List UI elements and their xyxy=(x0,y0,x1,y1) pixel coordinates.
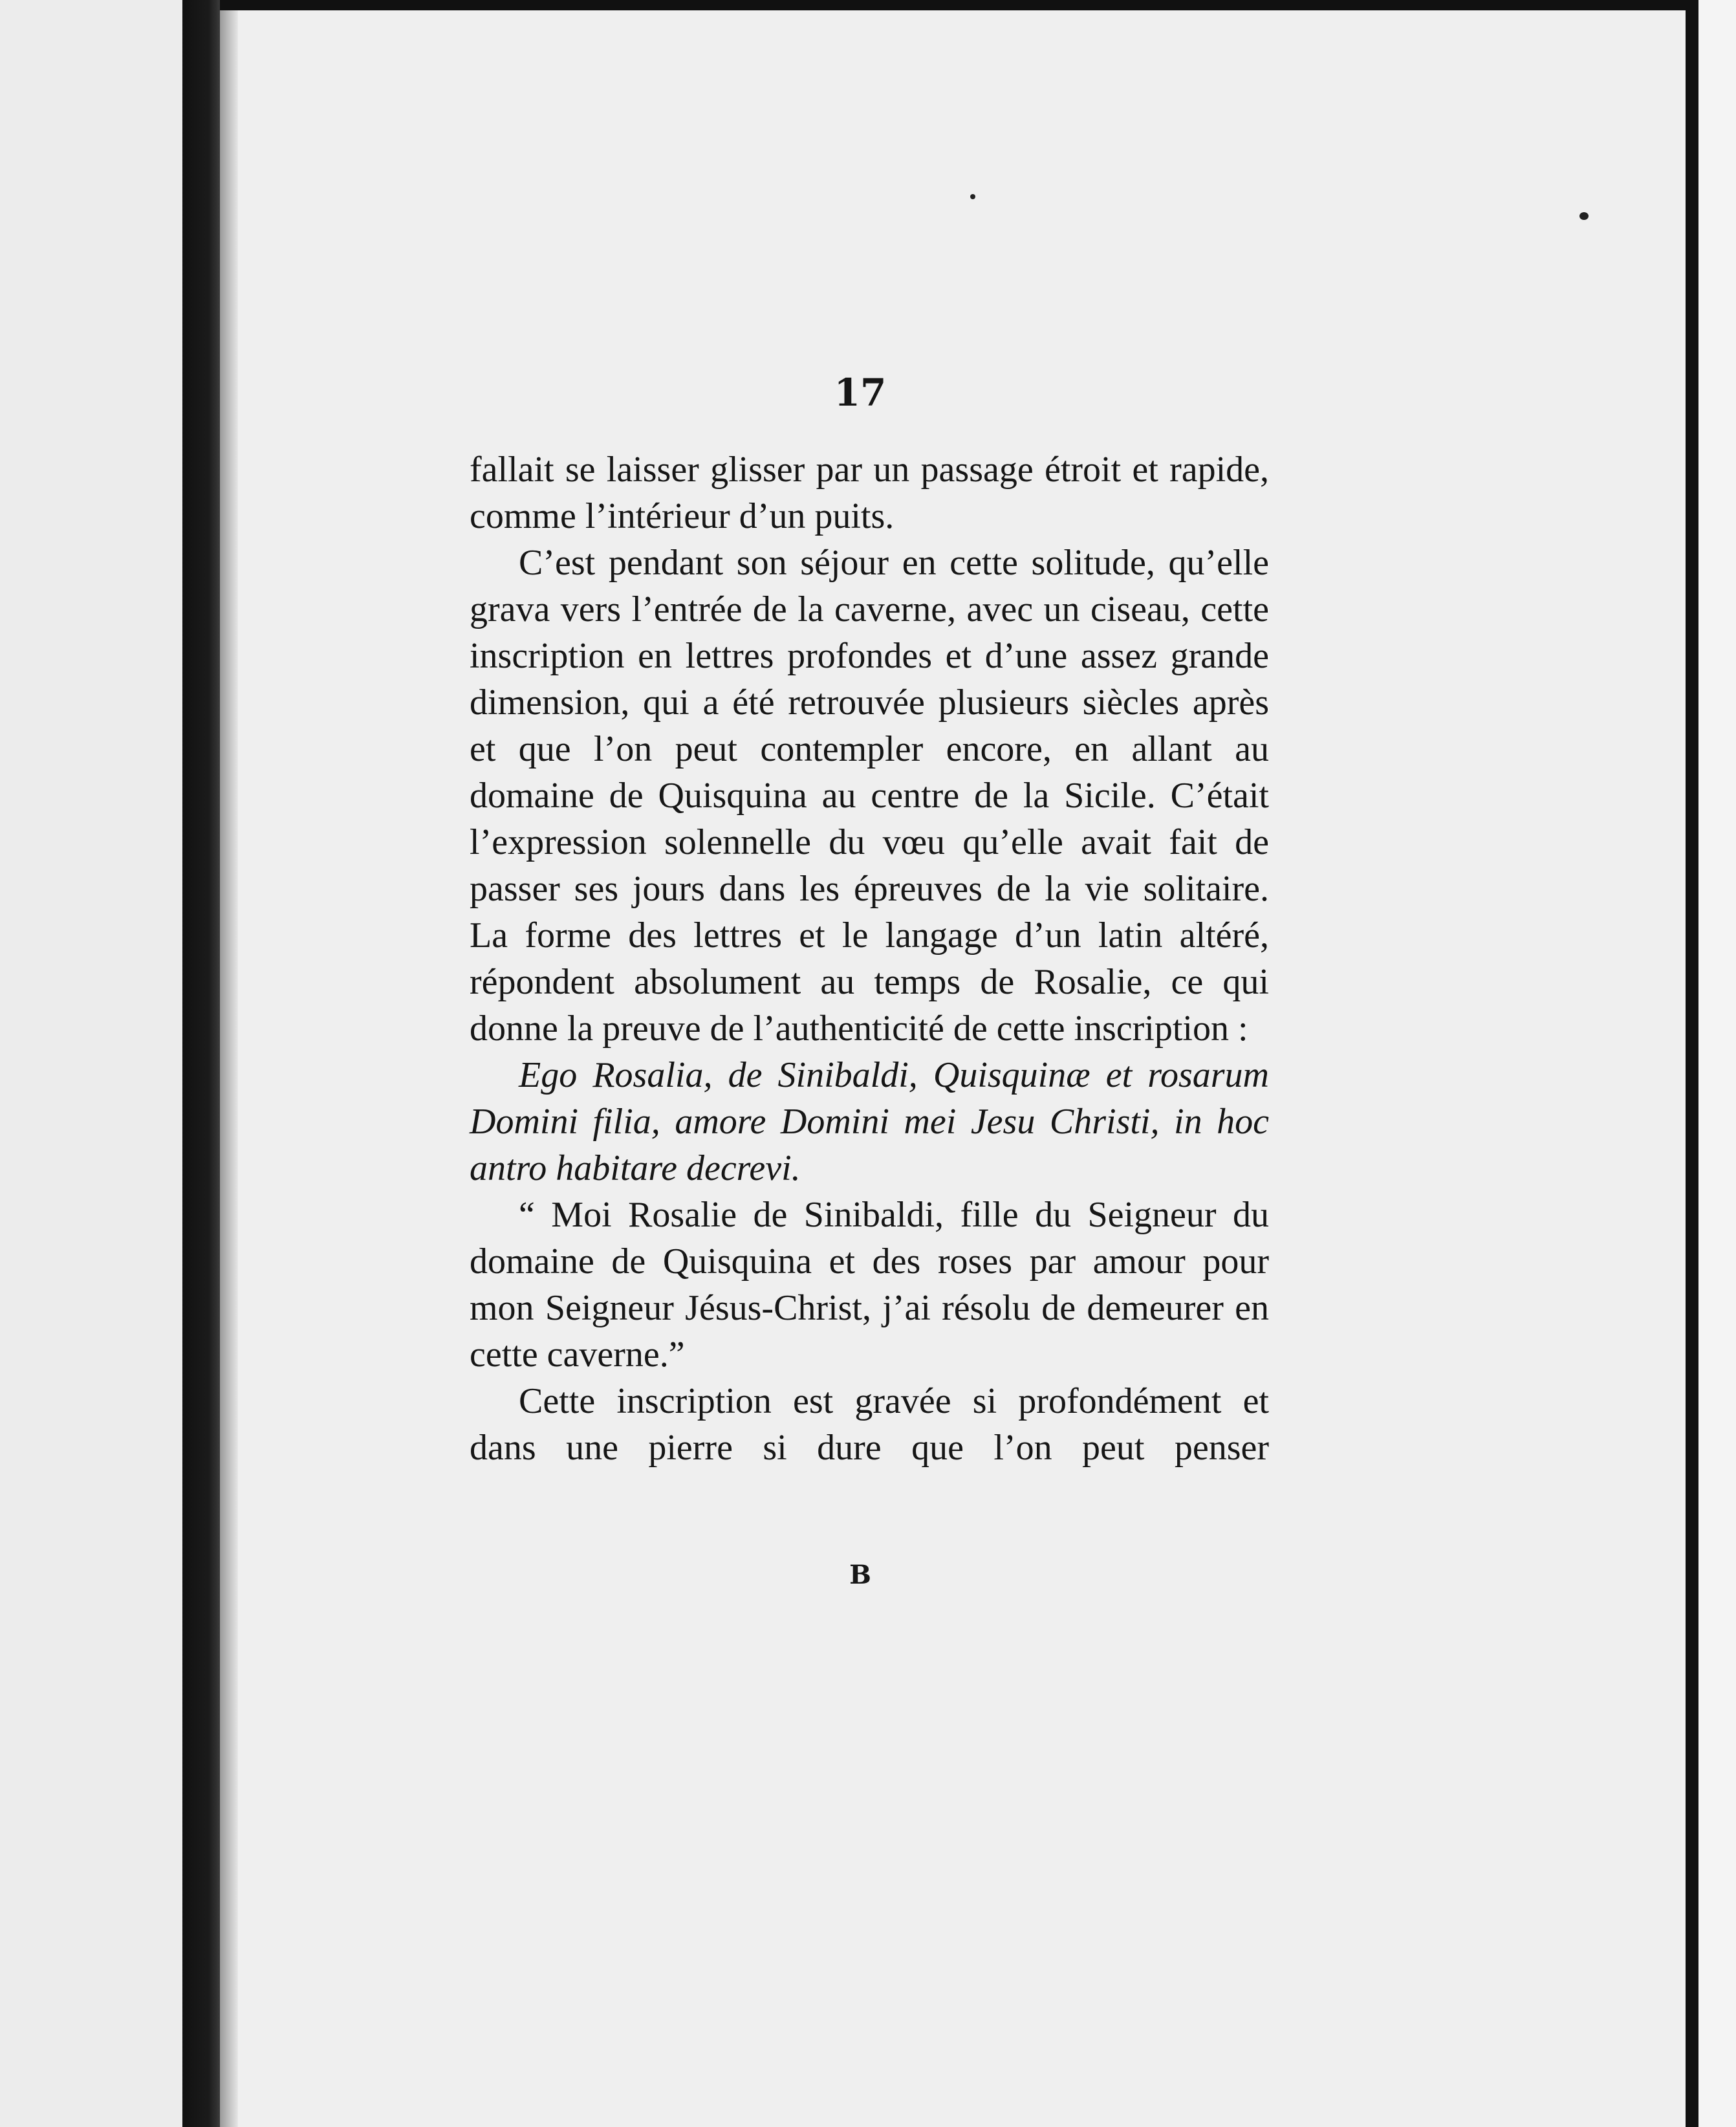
paragraph: Cette inscription est gravée si profondément et dans une pierre si dure que l’on peut penser xyxy=(470,1381,1269,1468)
scan-right-margin xyxy=(1698,0,1736,2127)
page-number: 17 xyxy=(834,371,887,415)
scan-left-margin xyxy=(0,0,182,2127)
signature-mark: B xyxy=(849,1560,871,1590)
book-spine-shadow xyxy=(182,0,220,2127)
latin-inscription: Ego Rosalia, de Sinibaldi, Quisquinæ et rosarum Domini filia, amore Domini mei Jesu Christi, in hoc antro habitare decrevi. xyxy=(470,1055,1269,1188)
scan-right-border xyxy=(1686,0,1698,2127)
scan-speck xyxy=(1579,212,1589,220)
scan-top-border xyxy=(220,0,1701,10)
page-text xyxy=(470,446,1269,1471)
paragraph: C’est pendant son séjour en cette solitude, qu’elle grava vers l’entrée de la caverne, avec un ciseau, cette inscription en lettres profondes et d’une assez grande dimension, qui a été retrouvée plusieurs siècles après et que l’on peut contempler encore, en allant au domaine de Quisquina au centre de la Sicile. C’était l’expression solennelle du vœu qu’elle avait fait de passer ses jours dans les épreuves de la vie solitaire. La forme des lettres et le langage d’un latin altéré, répondent absolument au temps de Rosalie, ce qui donne la preuve de l’authenticité de cette inscription : xyxy=(470,543,1269,1049)
scan-speck xyxy=(970,194,975,199)
paragraph: fallait se laisser glisser par un passage étroit et rapide, comme l’intérieur d’un puits. xyxy=(470,450,1269,536)
book-spine-edge xyxy=(220,0,238,2127)
inscription-translation: “ Moi Rosalie de Sinibaldi, fille du Seigneur du domaine de Quisquina et des roses par amour pour mon Seigneur Jésus-Christ, j’ai résolu de demeurer en cette caverne.” xyxy=(470,1195,1269,1375)
